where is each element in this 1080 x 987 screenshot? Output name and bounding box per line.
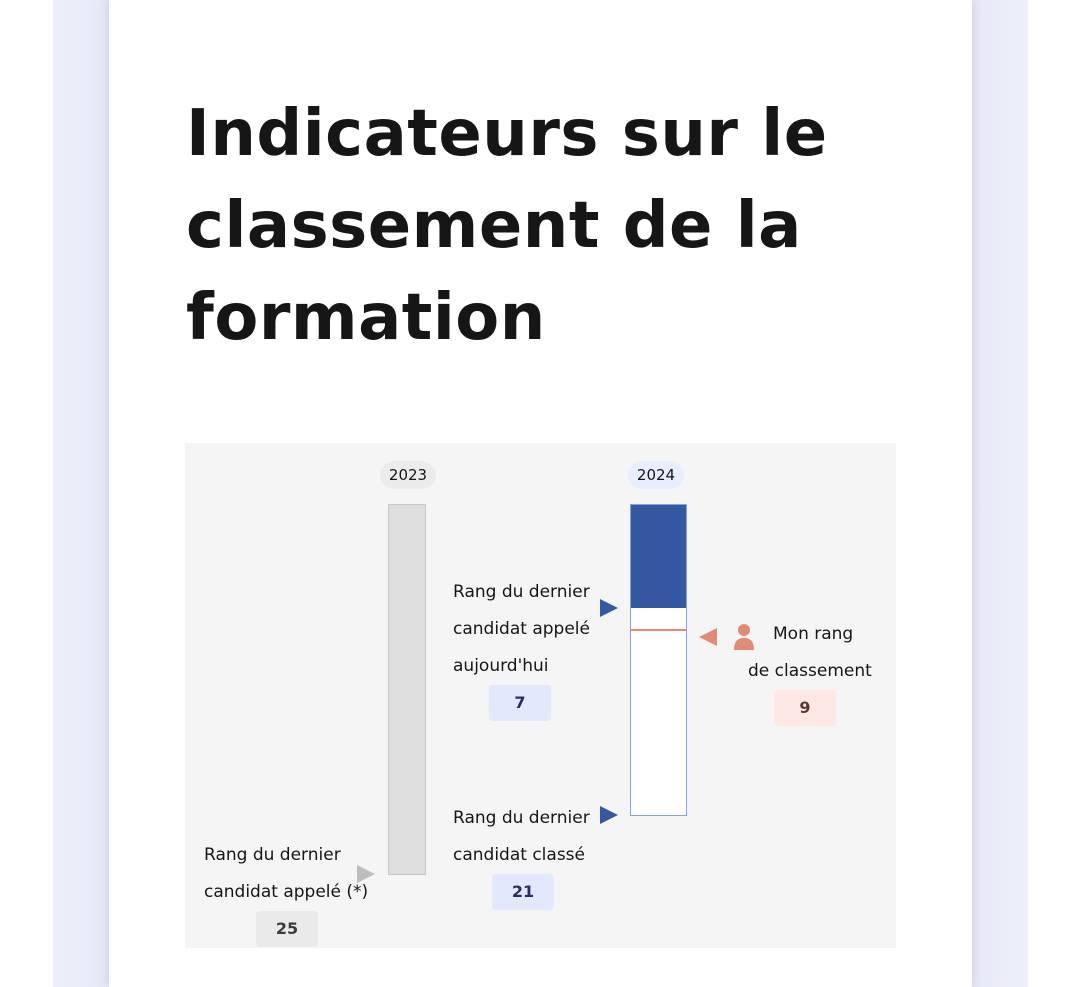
bar-2024: [630, 504, 687, 816]
last-called-today-arrow-icon: [600, 599, 618, 617]
last-ranked-value: 21: [492, 874, 554, 910]
last-called-2023-value: 25: [256, 911, 318, 947]
page-title: Indicateurs sur le classement de la formation: [186, 97, 828, 355]
last-called-2023-label-1: Rang du dernier: [204, 845, 341, 865]
last-called-today-value: 7: [489, 685, 551, 721]
year-2023-label: 2023: [380, 461, 436, 489]
ranking-chart: [185, 443, 896, 948]
last-ranked-arrow-icon: [600, 806, 618, 824]
my-rank-value: 9: [774, 690, 836, 726]
last-called-2023-label-2: candidat appelé (*): [204, 882, 369, 902]
my-rank-label-2: de classement: [748, 661, 872, 681]
person-icon: [733, 623, 755, 651]
my-rank-marker-line: [631, 629, 686, 631]
my-rank-arrow-icon: [699, 628, 717, 646]
last-called-today-label-1: Rang du dernier: [453, 582, 590, 602]
last-ranked-label-1: Rang du dernier: [453, 808, 590, 828]
year-2024-label: 2024: [628, 461, 684, 489]
last-called-2023-arrow-icon: [357, 865, 375, 883]
my-rank-label-1: Mon rang: [773, 624, 854, 644]
last-called-today-label-3: aujourd'hui: [453, 656, 549, 676]
bar-2024-called-fill: [631, 505, 686, 608]
bar-2023: [388, 504, 426, 875]
last-ranked-label-2: candidat classé: [453, 845, 585, 865]
last-called-today-label-2: candidat appelé: [453, 619, 590, 639]
